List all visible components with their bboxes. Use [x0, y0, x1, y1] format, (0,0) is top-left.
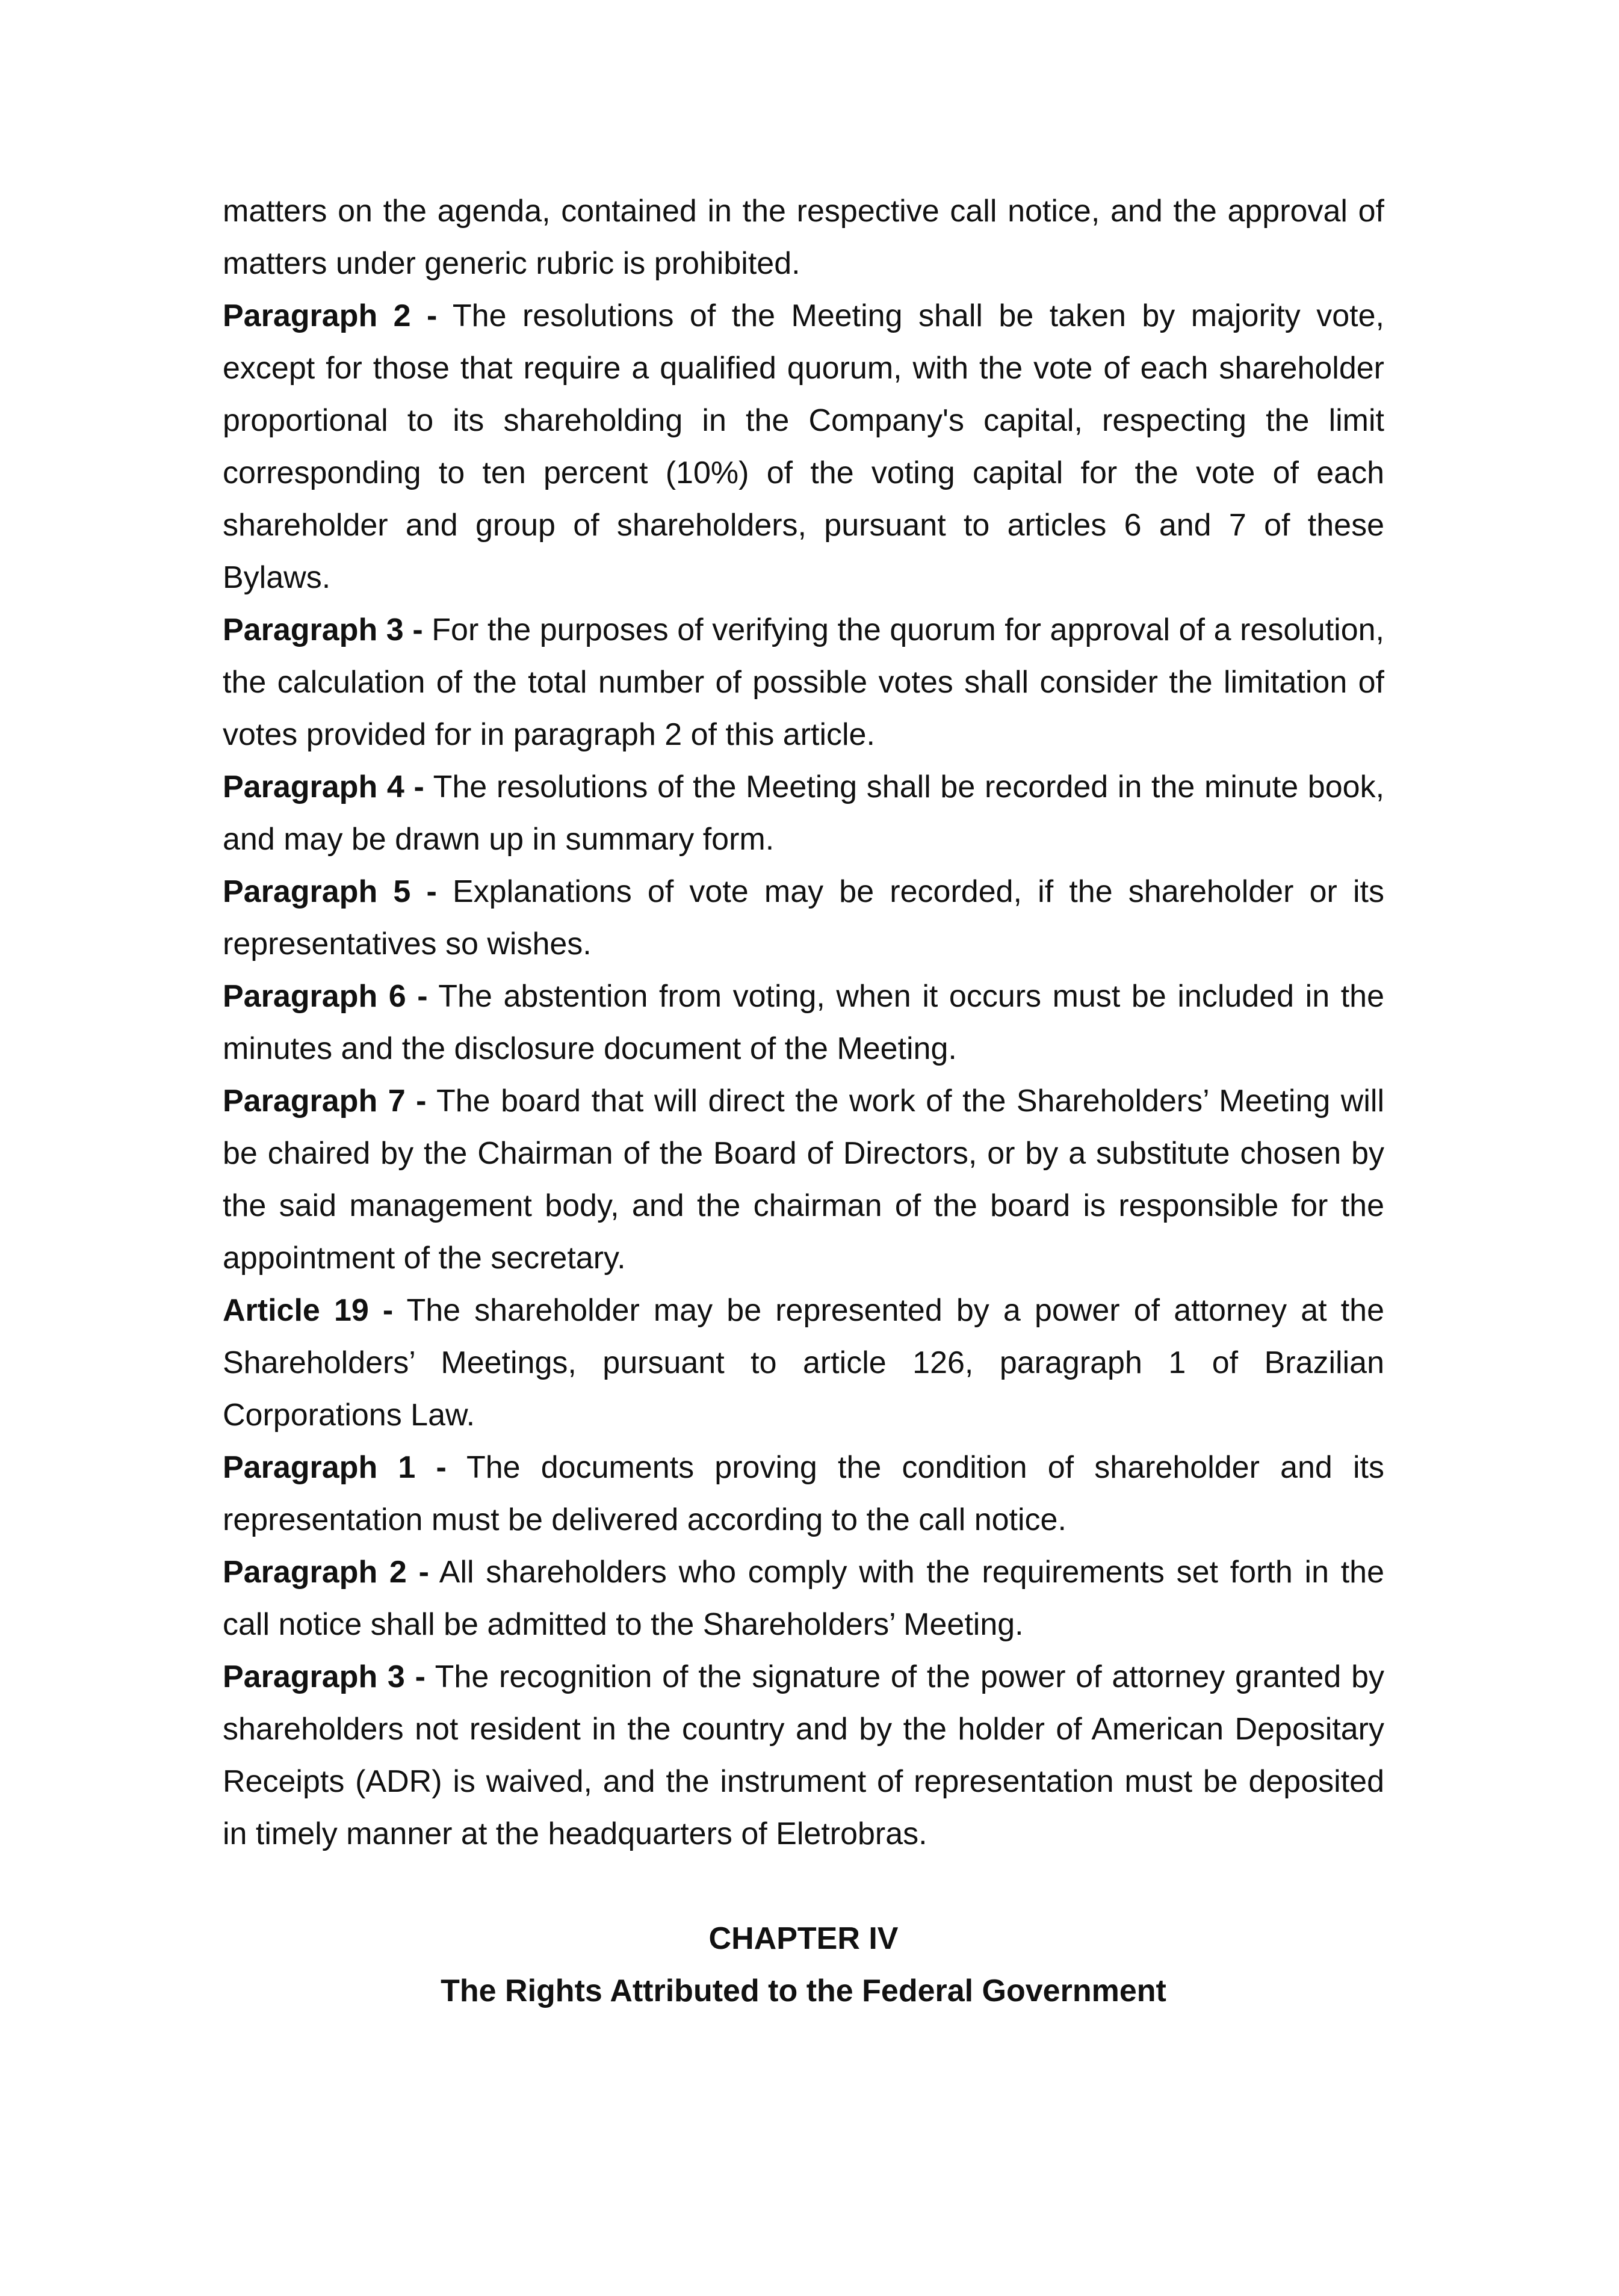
paragraph-text: The recognition of the signature of the power of attorney granted by shareholders not resident in the country and by the holder of American Depositary Receipts (ADR) is waived, and the instrument of representation must be deposited in timely manner at the headquarters of Eletrobras. [223, 1659, 1384, 1851]
paragraph-4 [223, 761, 1384, 866]
article-19-paragraph-2 [223, 1546, 1384, 1651]
article-19-paragraph-3 [223, 1651, 1384, 1860]
paragraph-label: Paragraph 2 - [223, 1555, 429, 1590]
paragraph-label: Paragraph 3 - [223, 613, 423, 647]
paragraph-label: Paragraph 4 - [223, 770, 424, 804]
paragraph-7 [223, 1075, 1384, 1285]
paragraph-text: Explanations of vote may be recorded, if the shareholder or its representatives so wishes. [223, 874, 1384, 961]
paragraph-text: The board that will direct the work of the Shareholders’ Meeting will be chaired by the Chairman of the Board of Directors, or by a substitute chosen by the said management body, and the chairman of the board is responsible for the appointment of the secretary. [223, 1084, 1384, 1276]
paragraph-label: Paragraph 2 - [223, 298, 438, 333]
paragraph-6 [223, 971, 1384, 1075]
paragraph-5 [223, 866, 1384, 971]
paragraph-label: Paragraph 5 - [223, 874, 437, 909]
paragraph-text: The resolutions of the Meeting shall be recorded in the minute book, and may be drawn up in summary form. [223, 770, 1385, 857]
paragraph-label: Paragraph 1 - [223, 1450, 447, 1485]
document-page [223, 185, 1384, 2017]
paragraph-label: Paragraph 7 - [223, 1084, 427, 1119]
paragraph-text: matters on the agenda, contained in the respective call notice, and the approval of matters under generic rubric is prohibited. [223, 194, 1384, 281]
article-label: Article 19 - [223, 1293, 394, 1328]
article-19 [223, 1285, 1384, 1442]
paragraph-text: The documents proving the condition of shareholder and its representation must be delivered according to the call notice. [223, 1450, 1384, 1537]
paragraph-text: The abstention from voting, when it occurs must be included in the minutes and the disclosure document of the Meeting. [223, 979, 1384, 1066]
paragraph-label: Paragraph 6 - [223, 979, 428, 1014]
chapter-heading [223, 1913, 1384, 2017]
paragraph-text: For the purposes of verifying the quorum for approval of a resolution, the calculation of the total number of possible votes shall consider the limitation of votes provided for in paragraph 2 of this article. [223, 613, 1385, 752]
paragraph-2 [223, 290, 1384, 604]
paragraph-label: Paragraph 3 - [223, 1659, 426, 1694]
paragraph-continuation [223, 185, 1384, 290]
article-text: The shareholder may be represented by a power of attorney at the Shareholders’ Meetings, pursuant to article 126, paragraph 1 of Brazilian Corporations Law. [223, 1293, 1385, 1433]
paragraph-3 [223, 604, 1384, 761]
chapter-number: CHAPTER IV [708, 1921, 899, 1956]
paragraph-text: The resolutions of the Meeting shall be taken by majority vote, except for those that require a qualified quorum, with the vote of each shareholder proportional to its shareholding in the Company's capital, respecting the limit corresponding to ten percent (10%) of the voting capital for the vote of each shareholder and group of shareholders, pursuant to articles 6 and 7 of these Bylaws. [223, 298, 1384, 595]
paragraph-text: All shareholders who comply with the requirements set forth in the call notice shall be admitted to the Shareholders’ Meeting. [223, 1555, 1385, 1642]
chapter-title: The Rights Attributed to the Federal Government [441, 1974, 1166, 2008]
article-19-paragraph-1 [223, 1442, 1384, 1546]
